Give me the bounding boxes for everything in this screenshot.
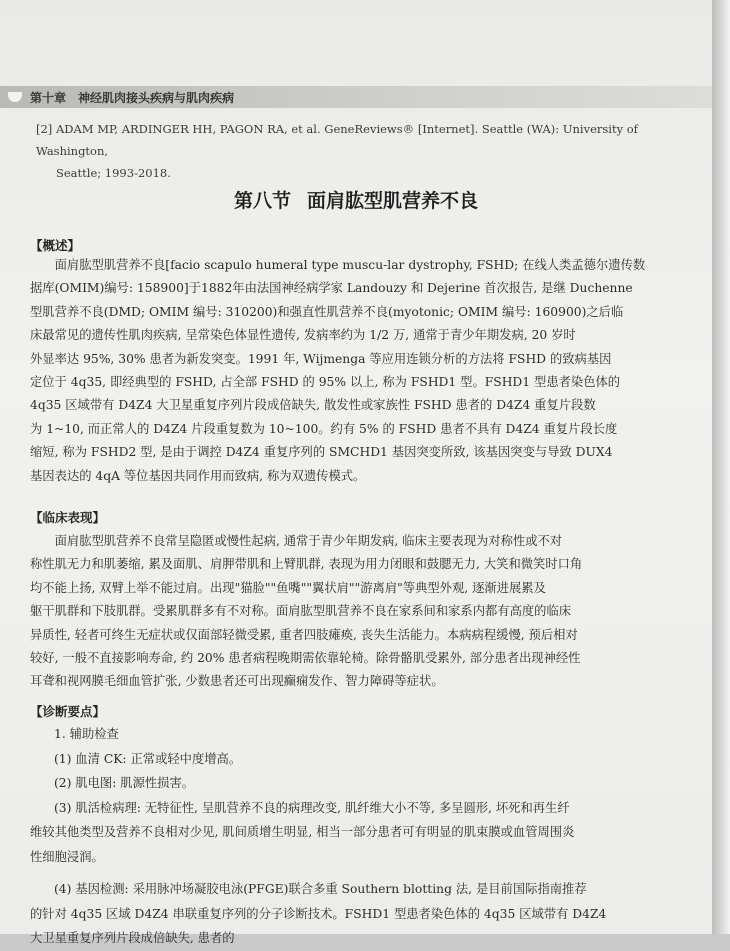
chapter-header (0, 86, 712, 108)
reference-line: [2] ADAM MP, ARDINGER HH, PAGON RA, et al. GeneReviews® [Internet]. Seattle (WA): University of Washington, (36, 122, 638, 158)
diagnosis-item-continued: 的针对 4q35 区域 D4Z4 串联重复序列的分子诊断技术。FSHD1 型患者染色体的 4q35 区域带有 D4Z4 (30, 906, 607, 921)
diagnosis-heading: 【诊断要点】 (30, 704, 106, 719)
diagnosis-section (30, 722, 662, 951)
clinical-heading: 【临床表现】 (30, 510, 106, 525)
text-line: 异质性, 轻者可终生无症状或仅面部轻微受累, 重者四肢瘫痪, 丧失生活能力。本病病程缓慢, 预后相对 (30, 627, 578, 642)
section-title (0, 186, 712, 213)
text-line: 面肩肱型肌营养不良[facio scapulo humeral type muscu-lar dystrophy, FSHD; 在线人类孟德尔遗传数 (54, 258, 646, 272)
text-line: 外显率达 95%, 30% 患者为新发突变。1991 年, Wijmenga 等应用连锁分析的方法将 FSHD 的致病基因 (30, 351, 612, 366)
section-number: 第八节 (233, 190, 291, 212)
diagnosis-item-continued: 性细胞浸润。 (30, 849, 104, 864)
diagnosis-item: (3) 肌活检病理: 无特征性, 呈肌营养不良的病理改变, 肌纤维大小不等, 多呈圆形, 坏死和再生纤 (54, 800, 570, 815)
chapter-title: 第十章 神经肌肉接头疾病与肌肉疾病 (30, 90, 235, 105)
diagnosis-item-continued: 维较其他类型及营养不良相对少见, 肌间质增生明显, 相当一部分患者可有明显的肌束膜或血管周围炎 (30, 825, 575, 839)
text-line: 定位于 4q35, 即经典型的 FSHD, 占全部 FSHD 的 95% 以上, 称为 FSHD1 型。FSHD1 型患者染色体的 (30, 375, 621, 390)
text-line: 型肌营养不良(DMD; OMIM 编号: 310200)和强直性肌营养不良(myotonic; OMIM 编号: 160900)之后临 (30, 304, 624, 319)
chapter-bookmark-icon (8, 92, 22, 102)
text-line: 床最常见的遗传性肌肉疾病, 呈常染色体显性遗传, 发病率约为 1/2 万, 通常于青少年期发病, 20 岁时 (30, 328, 576, 343)
text-line: 据库(OMIM)编号: 158900]于1882年由法国神经病学家 Landouzy 和 Dejerine 首次报告, 是继 Duchenne (30, 281, 633, 296)
overview-heading: 【概述】 (30, 238, 81, 253)
text-line: 躯干肌群和下肢肌群。受累肌群多有不对称。面肩肱型肌营养不良在家系间和家系内都有高度的临床 (30, 604, 572, 619)
text-line: 4q35 区域带有 D4Z4 大卫星重复序列片段成倍缺失, 散发性或家族性 FSHD 患者的 D4Z4 重复片段数 (30, 398, 596, 413)
diagnosis-item: (2) 肌电图: 肌源性损害。 (54, 776, 195, 790)
diagnosis-item: (4) 基因检测: 采用脉冲场凝胶电泳(PFGE)联合多重 Southern blotting 法, 是目前国际指南推荐 (54, 882, 587, 896)
diagnosis-item: (1) 血清 CK: 正常或轻中度增高。 (54, 751, 242, 766)
text-line: 缩短, 称为 FSHD2 型, 是由于调控 D4Z4 重复序列的 SMCHD1 基因突变所致, 该基因突变与导致 DUX4 (30, 445, 613, 460)
diagnosis-subheading: 1. 辅助检查 (54, 727, 119, 741)
page-edge (712, 0, 730, 934)
text-line: 称性肌无力和肌萎缩, 累及面肌、肩胛带肌和上臂肌群, 表现为用力闭眼和鼓腮无力, 大笑和微笑时口角 (30, 557, 583, 572)
text-line: 较好, 一般不直接影响寿命, 约 20% 患者病程晚期需依靠轮椅。除骨骼肌受累外, 部分患者出现神经性 (30, 651, 581, 666)
overview-paragraph (30, 254, 662, 488)
reference-line: Seattle; 1993-2018. (56, 166, 171, 180)
text-line: 基因表达的 4qA 等位基因共同作用而致病, 称为双遗传模式。 (30, 468, 366, 483)
text-line: 均不能上扬, 双臂上举不能过肩。出现"猫脸""鱼嘴""翼状肩""游离肩"等典型外观, 逐渐进展累及 (30, 580, 546, 595)
text-line: 面肩肱型肌营养不良常呈隐匿或慢性起病, 通常于青少年期发病, 临床主要表现为对称性或不对 (54, 534, 563, 548)
diagnosis-item-continued: 大卫星重复序列片段成倍缺失, 患者的 (30, 931, 235, 945)
clinical-paragraph (30, 530, 662, 694)
section-name: 面肩肱型肌营养不良 (307, 190, 479, 212)
reference-entry (36, 118, 676, 184)
text-line: 为 1~10, 而正常人的 D4Z4 片段重复数为 10~100。约有 5% 的 FSHD 患者不具有 D4Z4 重复片段长度 (30, 421, 618, 436)
text-line: 耳聋和视网膜毛细血管扩张, 少数患者还可出现癫痫发作、智力障碍等症状。 (30, 674, 444, 689)
